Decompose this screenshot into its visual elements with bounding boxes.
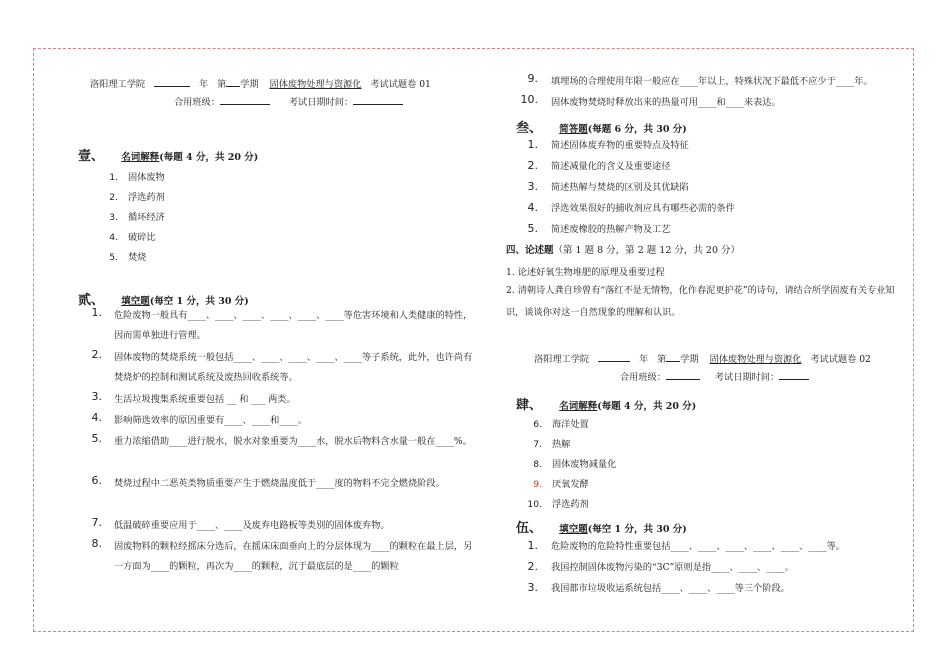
section-1-heading: 壹、 名词解释(每题 4 分，共 20 分) <box>78 149 259 164</box>
question-text: 固体废物焚烧时释放出来的热量可用____和____来表达。 <box>551 97 781 108</box>
question-number: 3. 我国都市垃圾收运系统包括____、____、____等三个阶段。 <box>527 581 790 594</box>
question-number: 6. <box>91 474 102 487</box>
section-3-heading: 叁、 简答题(每题 6 分，共 30 分) <box>516 121 687 136</box>
list-item: 6. 海洋处置 <box>533 419 589 430</box>
list-item: 9. 厌氧发酵 <box>533 479 589 490</box>
question-number: 8. <box>91 537 102 550</box>
question-text: 焚烧过程中二恶英类物质重要产生于燃烧温度低于____度的物料不完全燃烧阶段。 <box>114 478 445 489</box>
list-item: 5. 简述废橡胶的热解产物及工艺 <box>527 222 671 235</box>
list-item: 3. 循环经济 <box>109 212 165 223</box>
list-item: 1. 固体废物 <box>109 172 165 183</box>
list-item: 4. 浮选效果很好的捕收剂应具有哪些必需的条件 <box>527 201 735 214</box>
essay-question: 2. 清朝诗人龚自珍曾有“落红不是无情物，化作春泥更护花”的诗句，请结合所学固废有关专业知识，谈谈你对这一自然现象的理解和认识。 <box>506 285 895 318</box>
question-number: 2. 我国控制固体废物污染的“3C”原则是指____、____、____。 <box>527 560 794 573</box>
section-6-heading: 伍、 填空题(每空 1 分，共 30 分) <box>516 521 687 536</box>
date-blank[interactable] <box>779 371 809 380</box>
paper-label: 考试试题卷 01 <box>370 79 431 90</box>
section-2-heading: 贰、 填空题(每空 1 分，共 30 分) <box>78 293 249 308</box>
question-number: 2. <box>91 348 102 361</box>
term-blank[interactable] <box>226 78 240 87</box>
question-text: 影响筛选效率的原因重要有____、____和____。 <box>114 415 307 426</box>
list-item: 1. 简述固体废弃物的重要特点及特征 <box>527 138 689 151</box>
list-item: 3. 简述热解与焚烧的区别及其优缺陷 <box>527 180 689 193</box>
list-item: 5. 焚烧 <box>109 252 147 263</box>
question-number: 1. <box>91 306 102 319</box>
exam-subheader-02: 合用班级： 考试日期时间： <box>620 369 809 383</box>
year-blank[interactable] <box>598 353 630 362</box>
question-number: 9. <box>527 72 538 85</box>
exam-header-02: 洛阳理工学院 年 第 学期 固体废物处理与资源化 考试试题卷 02 <box>534 354 871 365</box>
exam-subheader-01: 合用班级： 考试日期时间： <box>174 94 403 108</box>
exam-header-01: 洛阳理工学院 年 第 学期 固体废物处理与资源化 考试试题卷 01 <box>90 79 431 90</box>
question-number: 5. <box>91 432 102 445</box>
question-text: 危险废物一般具有____、____、____、____、____、____等危害环境和人类健康的特性，因而需单独进行管理。 <box>114 310 473 341</box>
section-5-heading: 肆、 名词解释(每题 4 分，共 20 分) <box>516 398 697 413</box>
question-text: 生活垃圾搜集系统重要包括 __ 和 ___ 两类。 <box>114 394 296 405</box>
essay-question: 1. 论述好氧生物堆肥的原理及重要过程 <box>506 267 665 278</box>
year-blank[interactable] <box>154 78 190 87</box>
section-4-heading: 四、论述题（第 1 题 8 分，第 2 题 12 分，共 20 分） <box>506 245 741 256</box>
term-blank[interactable] <box>666 353 680 362</box>
list-item: 2. 浮选药剂 <box>109 192 165 203</box>
list-item: 4. 破碎比 <box>109 232 156 243</box>
class-blank[interactable] <box>220 96 270 105</box>
question-text: 低温破碎重要应用于____、____及废弃电路板等类别的固体废弃物。 <box>114 520 390 531</box>
class-blank[interactable] <box>666 371 700 380</box>
date-blank[interactable] <box>353 96 403 105</box>
question-number: 1. 危险废物的危险特性重要包括____、____、____、____、____、____等。 <box>527 539 845 552</box>
list-item: 2. 简述减量化的含义及重要途径 <box>527 159 671 172</box>
question-text: 填埋场的合理使用年限一般应在____年以上，特殊状况下最低不应少于____年。 <box>551 76 873 87</box>
question-text: 重力浓缩借助____进行脱水，脱水对象重要为____水，脱水后物料含水量一般在____%。 <box>114 436 472 447</box>
question-text: 固废物料的颗粒经摇床分选后，在摇床床面垂向上的分层体现为____的颗粒在最上层，另一方面为____的颗粒，再次为____的颗粒，沉于最底层的是____的颗粒 <box>114 541 473 572</box>
question-number: 4. <box>91 411 102 424</box>
course-name: 固体废物处理与资源化 <box>269 79 362 90</box>
question-number: 3. <box>91 390 102 403</box>
list-item: 10. 浮选药剂 <box>527 499 589 510</box>
question-text: 固体废物的焚烧系统一般包括____、____、____、____、____等子系统，此外，也许尚有焚烧炉的控制和测试系统及废热回收系统等。 <box>114 352 473 383</box>
question-number: 7. <box>91 516 102 529</box>
question-number: 10. <box>520 93 538 106</box>
school-name: 洛阳理工学院 <box>90 79 146 90</box>
list-item: 8. 固体废物减量化 <box>533 459 617 470</box>
list-item: 7. 热解 <box>533 439 571 450</box>
